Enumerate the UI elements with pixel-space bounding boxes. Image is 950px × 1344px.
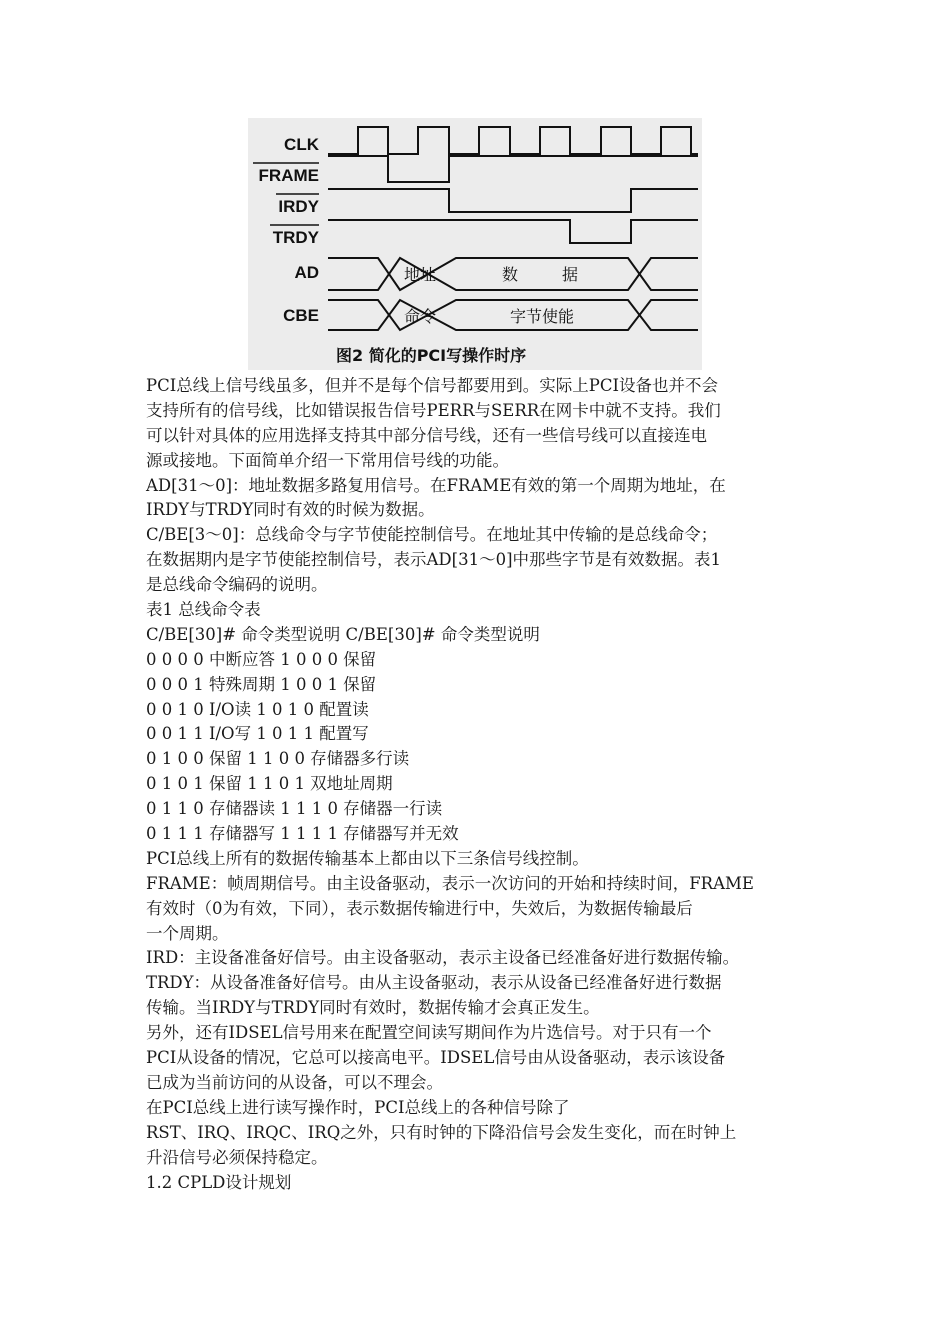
text-line: 传输。当IRDY与TRDY同时有效时，数据传输才会真正发生。 [146,998,600,1018]
signal-label-clk: CLK [284,135,319,154]
text-line: PCI总线上所有的数据传输基本上都由以下三条信号线控制。 [146,848,589,868]
figure-caption: 图2 简化的PCI写操作时序 [336,346,527,365]
text-line: 源或接地。下面简单介绍一下常用信号线的功能。 [146,450,509,470]
table-header-row: C/BE[30]# 命令类型说明 C/BE[30]# 命令类型说明 [146,624,540,644]
text-line: 在数据期内是字节使能控制信号，表示AD[31～0]中那些字节是有效数据。表1 [146,550,722,570]
trdy-waveform [328,220,698,243]
irdy-waveform [328,189,698,212]
text-line: 已成为当前访问的从设备，可以不理会。 [146,1072,443,1092]
text-line: 升沿信号必须保持稳定。 [146,1147,328,1167]
cbe-command-label: 命令 [403,307,437,326]
signal-label-frame: FRAME [258,166,319,185]
table-row: 0 0 1 0 I/O读 1 0 1 0 配置读 [146,699,369,719]
clk-waveform [328,127,698,154]
text-line: 可以针对具体的应用选择支持其中部分信号线，还有一些信号线可以直接连电 [146,425,707,445]
signal-label-irdy: IRDY [278,197,319,216]
section-heading: 1.2 CPLD设计规划 [146,1172,292,1192]
text-line: 是总线命令编码的说明。 [146,575,328,595]
text-line: 在PCI总线上进行读写操作时，PCI总线上的各种信号除了 [146,1097,570,1117]
text-line: 有效时（0为有效，下同），表示数据传输进行中，失效后，为数据传输最后 [146,898,693,918]
document-body [146,374,826,1195]
table-row: 0 1 1 1 存储器写 1 1 1 1 存储器写并无效 [146,824,459,844]
table-row: 0 0 0 0 中断应答 1 0 0 0 保留 [146,649,377,669]
text-line: AD[31～0]：地址数据多路复用信号。在FRAME有效的第一个周期为地址，在 [146,475,726,495]
text-line: PCI从设备的情况，它总可以接高电平。IDSEL信号由从设备驱动，表示该设备 [146,1048,726,1068]
ad-data-label-1: 数 [501,265,519,284]
signal-label-ad: AD [294,263,319,282]
pci-write-timing-figure [248,118,702,370]
ad-data-label-2: 据 [561,265,579,284]
text-line: 另外，还有IDSEL信号用来在配置空间读写期间作为片选信号。对于只有一个 [146,1023,712,1043]
cbe-byte-enable-label: 字节使能 [509,307,575,326]
table-row: 0 1 0 1 保留 1 1 0 1 双地址周期 [146,774,393,794]
text-line: FRAME：帧周期信号。由主设备驱动，表示一次访问的开始和持续时间，FRAME [146,873,754,893]
text-line: 支持所有的信号线，比如错误报告信号PERR与SERR在网卡中就不支持。我们 [146,400,721,420]
text-line: PCI总线上信号线虽多，但并不是每个信号都要用到。实际上PCI设备也并不会 [146,376,718,395]
text-line: TRDY：从设备准备好信号。由从主设备驱动，表示从设备已经准备好进行数据 [146,973,722,993]
text-line: IRD：主设备准备好信号。由主设备驱动，表示主设备已经准备好进行数据传输。 [146,948,740,968]
timing-diagram [248,118,702,370]
table-row: 0 1 1 0 存储器读 1 1 1 0 存储器一行读 [146,799,443,819]
frame-waveform [328,156,698,182]
text-line: IRDY与TRDY同时有效的时候为数据。 [146,500,435,520]
text-line: RST、IRQ、IRQC、IRQ之外，只有时钟的下降沿信号会发生变化，而在时钟上 [146,1122,737,1142]
signal-label-trdy: TRDY [272,228,319,247]
signal-label-cbe: CBE [283,306,319,325]
table-row: 0 1 0 0 保留 1 1 0 0 存储器多行读 [146,749,410,769]
table-row: 0 0 1 1 I/O写 1 0 1 1 配置写 [146,724,369,744]
table-row: 0 0 0 1 特殊周期 1 0 0 1 保留 [146,674,377,694]
text-line: 一个周期。 [146,923,229,943]
table-caption: 表1 总线命令表 [146,600,261,620]
text-line: C/BE[3～0]：总线命令与字节使能控制信号。在地址其中传输的是总线命令； [146,525,718,545]
ad-address-label: 地址 [403,265,437,284]
